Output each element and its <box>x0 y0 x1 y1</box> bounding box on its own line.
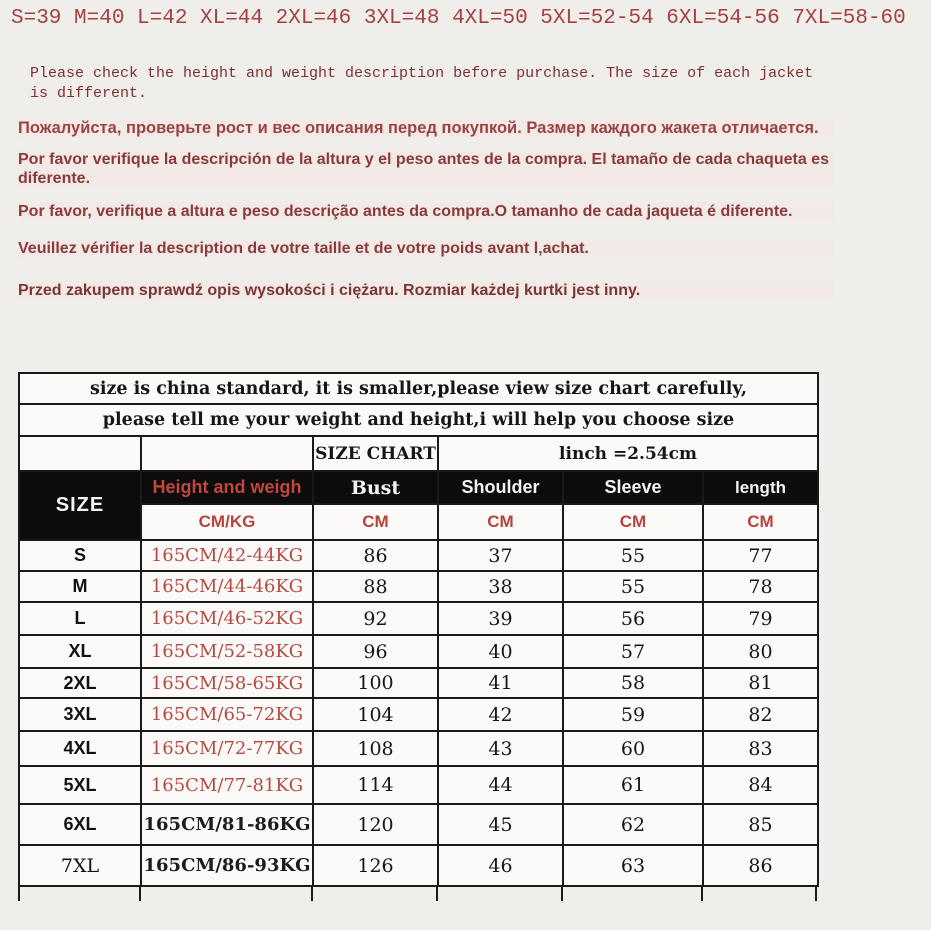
grid-line-stub <box>436 885 438 901</box>
table-note-row-1 <box>19 373 818 404</box>
table-row <box>19 668 818 698</box>
cell-length: 78 <box>703 571 818 602</box>
cell-sleeve: 57 <box>563 635 703 668</box>
table-note-2: please tell me your weight and height,i will help you choose size <box>19 404 818 436</box>
grid-line-stub <box>815 885 817 901</box>
cell-shoulder: 39 <box>438 602 563 635</box>
cell-shoulder: 41 <box>438 668 563 698</box>
cell-size: S <box>19 540 141 571</box>
cell-sleeve: 60 <box>563 731 703 766</box>
table-row <box>19 804 818 845</box>
cell-sleeve: 59 <box>563 698 703 731</box>
cell-size: M <box>19 571 141 602</box>
cell-sleeve: 56 <box>563 602 703 635</box>
cell-length: 81 <box>703 668 818 698</box>
cell-length: 77 <box>703 540 818 571</box>
notice-portuguese: Por favor, verifique a altura e peso descrição antes da compra.O tamanho de cada jaqueta é diferente. <box>18 202 834 221</box>
cell-height-weight: 165CM/77-81KG <box>141 766 313 804</box>
table-row <box>19 602 818 635</box>
table-row <box>19 635 818 668</box>
grid-line-stub <box>701 885 703 901</box>
cell-size: 2XL <box>19 668 141 698</box>
cell-shoulder: 43 <box>438 731 563 766</box>
column-header-length: length <box>703 471 818 504</box>
cell-sleeve: 55 <box>563 540 703 571</box>
column-header-row <box>19 471 818 504</box>
size-table <box>18 372 819 887</box>
table-row <box>19 698 818 731</box>
unit-bust: CM <box>313 504 438 540</box>
cell-bust: 120 <box>313 804 438 845</box>
notice-english: Please check the height and weight description before purchase. The size of each jacket is different. <box>30 65 814 102</box>
size-chart-label: SIZE CHART <box>313 436 438 471</box>
cell-length: 82 <box>703 698 818 731</box>
cell-bust: 86 <box>313 540 438 571</box>
table-row <box>19 845 818 886</box>
cell-height-weight: 165CM/46-52KG <box>141 602 313 635</box>
cell-size: 4XL <box>19 731 141 766</box>
notice-polish: Przed zakupem sprawdź opis wysokości i ciężaru. Rozmiar każdej kurtki jest inny. <box>18 281 834 300</box>
cell-length: 84 <box>703 766 818 804</box>
cell-shoulder: 40 <box>438 635 563 668</box>
column-header-size: SIZE <box>19 471 141 540</box>
table-row <box>19 731 818 766</box>
cell-bust: 88 <box>313 571 438 602</box>
cell-height-weight: 165CM/42-44KG <box>141 540 313 571</box>
cell-size: 6XL <box>19 804 141 845</box>
cell-height-weight: 165CM/86-93KG <box>141 845 313 886</box>
table-row <box>19 766 818 804</box>
empty-cell <box>141 436 313 471</box>
cell-length: 79 <box>703 602 818 635</box>
cell-bust: 96 <box>313 635 438 668</box>
table-row <box>19 571 818 602</box>
size-conversion-line: S=39 M=40 L=42 XL=44 2XL=46 3XL=48 4XL=50 5XL=52-54 6XL=54-56 7XL=58-60 <box>11 7 906 30</box>
cell-bust: 126 <box>313 845 438 886</box>
cell-height-weight: 165CM/52-58KG <box>141 635 313 668</box>
unit-height-weight: CM/KG <box>141 504 313 540</box>
cell-length: 85 <box>703 804 818 845</box>
cell-size: 7XL <box>19 845 141 886</box>
cell-sleeve: 61 <box>563 766 703 804</box>
size-table-container <box>18 372 817 887</box>
cell-height-weight: 165CM/58-65KG <box>141 668 313 698</box>
cell-shoulder: 42 <box>438 698 563 731</box>
cell-sleeve: 63 <box>563 845 703 886</box>
cell-length: 83 <box>703 731 818 766</box>
cell-height-weight: 165CM/65-72KG <box>141 698 313 731</box>
cell-height-weight: 165CM/72-77KG <box>141 731 313 766</box>
cell-length: 86 <box>703 845 818 886</box>
cell-shoulder: 37 <box>438 540 563 571</box>
column-header-height-weight: Height and weigh <box>141 471 313 504</box>
grid-line-stub <box>311 885 313 901</box>
cell-bust: 108 <box>313 731 438 766</box>
cell-size: XL <box>19 635 141 668</box>
unit-length: CM <box>703 504 818 540</box>
column-header-sleeve: Sleeve <box>563 471 703 504</box>
inch-conversion-note: linch =2.54cm <box>438 436 818 471</box>
table-row <box>19 540 818 571</box>
cell-height-weight: 165CM/81-86KG <box>141 804 313 845</box>
column-header-bust: Bust <box>313 471 438 504</box>
table-note-1: size is china standard, it is smaller,please view size chart carefully, <box>19 373 818 404</box>
cell-height-weight: 165CM/44-46KG <box>141 571 313 602</box>
grid-line-stub <box>139 885 141 901</box>
table-note-row-2 <box>19 404 818 436</box>
cell-length: 80 <box>703 635 818 668</box>
notice-russian: Пожалуйста, проверьте рост и вес описания перед покупкой. Размер каждого жакета отличается. <box>18 119 834 138</box>
cell-size: 5XL <box>19 766 141 804</box>
cell-bust: 100 <box>313 668 438 698</box>
empty-cell <box>19 436 141 471</box>
column-header-shoulder: Shoulder <box>438 471 563 504</box>
cell-shoulder: 45 <box>438 804 563 845</box>
cell-shoulder: 38 <box>438 571 563 602</box>
cell-sleeve: 62 <box>563 804 703 845</box>
grid-line-stub <box>561 885 563 901</box>
grid-line-stub <box>18 885 20 901</box>
cell-size: 3XL <box>19 698 141 731</box>
cell-size: L <box>19 602 141 635</box>
unit-shoulder: CM <box>438 504 563 540</box>
notice-spanish: Por favor verifique la descripción de la altura y el peso antes de la compra. El tamaño de cada chaqueta es diferente. <box>18 150 834 188</box>
notice-french: Veuillez vérifier la description de votre taille et de votre poids avant l‚achat. <box>18 239 834 258</box>
cell-sleeve: 58 <box>563 668 703 698</box>
cell-sleeve: 55 <box>563 571 703 602</box>
cell-shoulder: 46 <box>438 845 563 886</box>
cell-bust: 104 <box>313 698 438 731</box>
cell-bust: 92 <box>313 602 438 635</box>
purchase-notices <box>18 64 834 300</box>
unit-sleeve: CM <box>563 504 703 540</box>
cell-shoulder: 44 <box>438 766 563 804</box>
size-chart-header-row <box>19 436 818 471</box>
cell-bust: 114 <box>313 766 438 804</box>
